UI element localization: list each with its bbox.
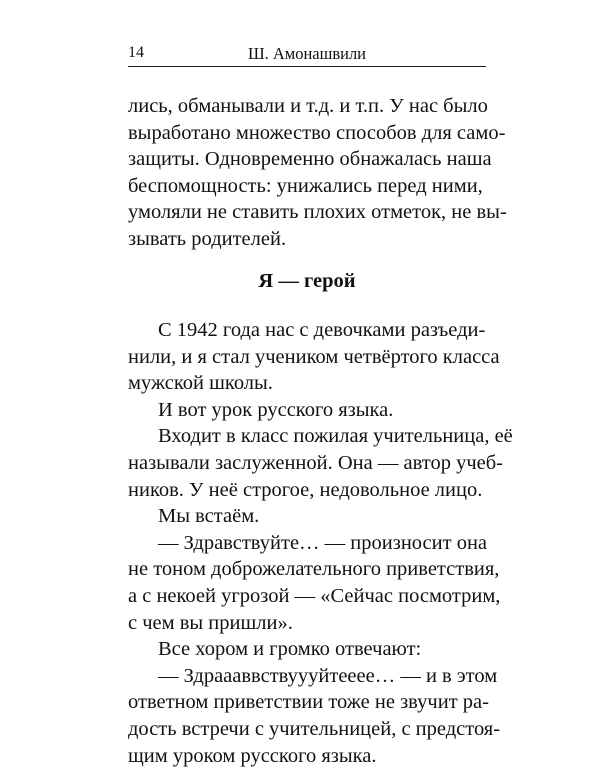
text-line: а с некоей угрозой — «Сейчас посмотрим,: [128, 583, 486, 610]
text-line: выработано множество способов для само-: [128, 120, 486, 147]
text-line: дость встречи с учительницей, с предстоя-: [128, 716, 486, 743]
text-line: называли заслуженной. Она — автор учеб-: [128, 450, 486, 477]
section-heading: Я — герой: [128, 268, 486, 294]
text-line: — Здраааввствуууйтееее… — и в этом: [128, 663, 486, 690]
text-line: Все хором и громко отвечают:: [128, 636, 486, 663]
page-number: 14: [128, 44, 144, 62]
text-line: беспомощность: унижались перед ними,: [128, 173, 486, 200]
text-line: мужской школы.: [128, 370, 486, 397]
text-line: Входит в класс пожилая учительница, её: [128, 423, 486, 450]
section-body: [128, 317, 486, 769]
text-line: С 1942 года нас с девочками разъеди-: [128, 317, 486, 344]
text-line: умоляли не ставить плохих отметок, не вы-: [128, 199, 486, 226]
text-line: ответном приветствии тоже не звучит ра-: [128, 689, 486, 716]
text-line: зывать родителей.: [128, 226, 486, 253]
text-line: с чем вы пришли».: [128, 610, 486, 637]
text-line: И вот урок русского языка.: [128, 397, 486, 424]
running-header: [128, 44, 486, 67]
text-line: щим уроком русского языка.: [128, 743, 486, 769]
intro-paragraph: [128, 93, 486, 253]
text-line: — Здравствуйте… — произносит она: [128, 530, 486, 557]
text-line: лись, обманывали и т.д. и т.п. У нас было: [128, 93, 486, 120]
running-header-author: Ш. Амонашвили: [128, 44, 486, 64]
text-line: не тоном доброжелательного приветствия,: [128, 556, 486, 583]
text-line: нили, и я стал учеником четвёртого класса: [128, 344, 486, 371]
text-line: Мы встаём.: [128, 503, 486, 530]
text-line: защиты. Одновременно обнажалась наша: [128, 146, 486, 173]
text-line: ников. У неё строгое, недовольное лицо.: [128, 477, 486, 504]
